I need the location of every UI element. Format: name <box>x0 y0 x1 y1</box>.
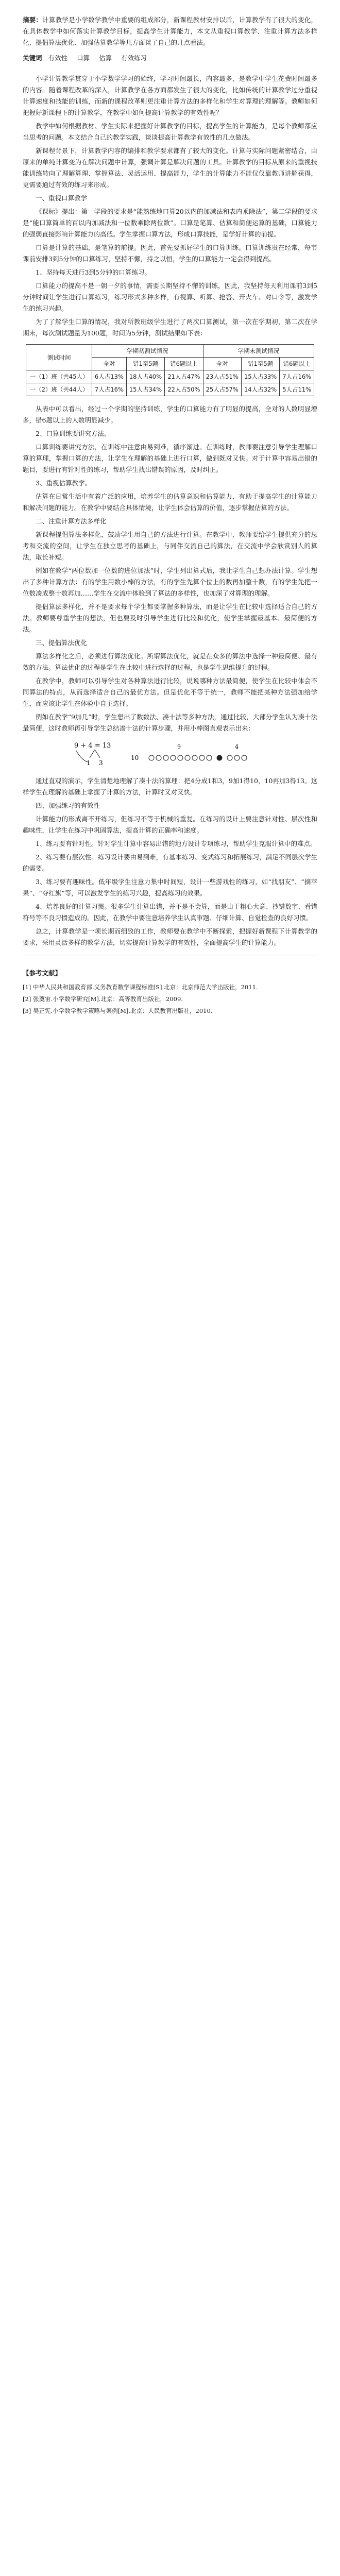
table-sub-header: 错1至5题 <box>241 358 279 370</box>
make-ten-diagram <box>23 739 317 769</box>
circle-mark <box>242 755 247 760</box>
body-paragraph: 为了了解学生口算的情况，我对所教班级学生进行了两次口算测试，第一次在学期初，第二次在学期末，每次测试题量为100题，时间为5分钟，测试结果如下表： <box>23 318 317 337</box>
abstract-text: 计算教学是小学数学教学中重要的组成部分，新课程教材安排以后，计算教学有了很大的变化，在具体教学中如何落实计算教学目标，提高学生计算能力，本文从重视口算教学、注重计算方法多样化、提倡算法优化、加强估算教学等几方面谈了自己的几点看法。 <box>23 16 317 46</box>
subsection-heading: 1、坚持每天进行3到5分钟的口算练习。 <box>36 268 151 276</box>
diagram-equation: 9 + 4 = 13 <box>74 742 111 750</box>
table-row-header: 测试时间 <box>26 345 92 370</box>
circle-mark <box>163 755 168 760</box>
keyword: 估算 <box>98 54 112 62</box>
table-cell: 7人占16% <box>280 370 314 383</box>
circle-mark <box>207 755 212 760</box>
body-paragraph: 口算能力的提高不是一朝一夕的事情，需要长期坚持不懈的训练，因此，我坚持每天利用课前3到5分钟时间让学生进行口算练习，练习形式多种多样，有视算、听算、抢答、开火车、对口令等，激发学生的练习兴趣。 <box>23 282 317 312</box>
section-heading: 一、重视口算教学 <box>36 194 88 202</box>
body-paragraph: 例如在教学“两位数加一位数的进位加法”时，学生列出算式后，我让学生自己想办法计算。学生想出了多种计算方法：有的学生用数小棒的方法，有的学生先算个位上的数再加整十数，有的学生先把一位数凑成整十数再加……学生在交流中体验到了算法的多样性，也加深了对算理的理解。 <box>23 567 317 597</box>
keyword: 有效性 <box>48 54 67 62</box>
circle-mark <box>178 755 183 760</box>
split-line <box>95 750 100 758</box>
keywords-label: 关键词 <box>23 54 42 62</box>
table-cell: 7人占16% <box>92 383 127 396</box>
body-paragraph: 1、练习要有针对性。针对学生计算中容易出错的地方设计专项练习，帮助学生克服计算中的难点。 <box>36 840 317 848</box>
keywords <box>23 53 317 64</box>
body-paragraph: 通过直观的演示，学生清楚地理解了凑十法的算理：把4分成1和3，9加1得10，10再加3得13。这样学生在理解的基础上掌握了计算的方法，计算时又对又快。 <box>23 777 317 796</box>
reference-item: [3] 吴正宪.小学数学教学策略与案例[M].北京：人民教育出版社，2010. <box>23 1007 213 1014</box>
table-cell: 一（1）班（共45人） <box>26 370 92 383</box>
abstract <box>23 14 317 48</box>
section-heading: 三、提倡算法优化 <box>36 639 88 647</box>
table-group-header: 学期末测试情况 <box>203 345 314 358</box>
make-ten-svg <box>69 739 275 769</box>
body-paragraph: 4、培养良好的计算习惯。很多学生计算出错，并不是不会算，而是由于粗心大意、抄错数字、看错符号等不良习惯造成的。因此，在教学中要注意培养学生认真审题、仔细计算、自觉检查的良好习惯。 <box>23 903 317 922</box>
circle-mark <box>217 755 222 760</box>
abstract-label: 摘要： <box>23 16 43 24</box>
table-sub-header: 错6题以上 <box>280 358 314 370</box>
body-paragraph: 口算是计算的基础，是笔算的前提。因此，首先要抓好学生的口算训练。口算训练贵在经常，每节课前安排3到5分钟的口算练习，坚持不懈，持之以恒，学生的口算能力一定会得到提高。 <box>23 244 317 263</box>
circle-mark <box>149 755 154 760</box>
table-cell: 25人占57% <box>203 383 241 396</box>
table-cell: 15人占34% <box>126 383 164 396</box>
ten-frame-circles <box>149 755 247 760</box>
body-paragraph: 3、练习要有趣味性。低年级学生注意力集中时间短，设计一些游戏性的练习，如“找朋友”、“摘苹果”、“夺红旗”等，可以激发学生的练习兴趣，提高练习的效果。 <box>23 878 317 897</box>
diagram-result: 10 <box>131 754 139 761</box>
body-paragraph: 在教学中，教师可以引导学生对各种算法进行比较，说说哪种方法最简便，使学生在比较中体会不同算法的特点，从而选择适合自己的最优方法。但是优化不等于统一，教师不能把某种方法强加给学生，而应该让学生在体验中自主选择。 <box>23 677 317 707</box>
body-paragraph: 《课标》提出：第一学段的要求是“能熟练地口算20以内的加减法和表内乘除法”，第二学段的要求是“能口算简单的百以内加减法和一位数乘除两位数”。口算是笔算、估算和简便运算的基础，口算能力的强弱直接影响计算能力的高低。学生掌握口算方法，形成口算技能，是学好计算的前提。 <box>23 208 317 238</box>
body-paragraph: 总之，计算教学是一项长期而细致的工作，教师要在教学中不断探索，把握好新课程下计算教学的要求，采用灵活多样的教学方法，切实提高计算教学的有效性，全面提高学生的计算能力。 <box>23 927 317 946</box>
table-cell: 5人占11% <box>280 383 314 396</box>
body-paragraph: 新课程提倡算法多样化，鼓励学生用自己的方法进行计算。在教学中，教师要给学生提供充分的思考和交流的空间，让学生在独立思考的基础上，与同伴交流自己的算法，在交流中学会欣赏别人的算法，取长补短。 <box>23 531 317 561</box>
body-paragraph: 口算训练要讲究方法，在训练中注意由易到难，循序渐进。在训练时，教师要注意引导学生理解口算的算理，掌握口算的方法，让学生在理解的基础上进行口算，做到既对又快。对于计算中容易出错的题目，要进行有针对性的练习，帮助学生找出错误的原因，及时纠正。 <box>23 443 317 473</box>
body-paragraph: 提倡算法多样化，并不是要求每个学生都要掌握多种算法，而是让学生在比较中选择适合自己的方法。教师要尊重学生的想法，但也要及时引导学生进行比较和优化，使学生掌握最基本、最简便的方法。 <box>23 603 317 633</box>
keyword: 有效练习 <box>121 54 147 62</box>
table-cell: 18人占40% <box>126 370 164 383</box>
section-heading: 二、注重计算方法多样化 <box>36 517 107 525</box>
body-paragraph: 例如在教学“9加几”时，学生想出了数数法、凑十法等多种方法，通过比较，大部分学生认为凑十法最简便，这时教师再引导学生总结凑十法的计算步骤，并用小棒图直观表示出来： <box>23 713 317 732</box>
table-cell: 21人占47% <box>165 370 203 383</box>
intro-paragraph: 新课程背景下，计算教学内容的编排和教学要求都有了较大的变化。计算与实际问题紧密结合，由原来的单纯计算变为在解决问题中计算，强调计算是解决问题的工具。计算教学的目标从原来的重视技能训练转向了理解算理、掌握算法、灵活运用、提高能力，学生的计算能力不能仅仅靠教师讲解获得，更需要通过有效的练习来形成。 <box>23 147 317 189</box>
diagram-right-label: 4 <box>235 743 239 750</box>
intro-paragraph: 教学中如何根据教材、学生实际来把握好计算教学的目标，提高学生的计算能力，是每个教师都应当思考的问题。本文结合自己的教学实践，谈谈提高计算教学有效性的几点做法。 <box>23 122 317 141</box>
circle-mark <box>156 755 161 760</box>
body-paragraph: 算法多样化之后，必须进行算法优化。所谓算法优化，就是在众多的算法中选择一种最简便、最有效的方法。算法优化的过程是学生在比较中进行选择的过程，也是学生思维提升的过程。 <box>23 652 317 671</box>
table-sub-header: 错6题以上 <box>165 358 203 370</box>
circle-mark <box>199 755 205 760</box>
combine-arc <box>76 751 88 762</box>
table-cell: 15人占33% <box>241 370 279 383</box>
subsection-heading: 3、重视估算教学。 <box>36 479 91 487</box>
table-cell: 6人占13% <box>92 370 127 383</box>
table-group-header: 学期初测试情况 <box>92 345 203 358</box>
circle-mark <box>171 755 176 760</box>
circle-mark <box>192 755 197 760</box>
section-heading: 四、加强练习的有效性 <box>36 802 100 809</box>
table-cell: 14人占32% <box>241 383 279 396</box>
circle-mark <box>185 755 190 760</box>
table-row <box>26 370 314 383</box>
diagram-left-label: 9 <box>177 743 181 750</box>
table-sub-header: 全对 <box>92 358 127 370</box>
keyword: 口算 <box>76 54 90 62</box>
body-paragraph: 从表中可以看出，经过一个学期的坚持训练，学生的口算能力有了明显的提高，全对的人数明显增多，错6题以上的人数明显减少。 <box>23 405 317 424</box>
split-part: 1 <box>87 759 91 767</box>
split-line <box>90 750 95 758</box>
table-sub-header: 错1至5题 <box>126 358 164 370</box>
body-paragraph: 估算在日常生活中有着广泛的应用，培养学生的估算意识和估算能力，有助于提高学生的计算能力和解决问题的能力。在教学中要结合具体情境，让学生体会估算的价值，逐步掌握估算的方法。 <box>23 493 317 512</box>
oral-test-table <box>26 344 314 396</box>
reference-item: [1] 中华人民共和国教育部.义务教育数学课程标准[S].北京：北京师范大学出版社，2011. <box>23 984 258 991</box>
subsection-heading: 2、口算训练要讲究方法。 <box>36 430 111 437</box>
table-cell: 23人占51% <box>203 370 241 383</box>
table-cell: 22人占50% <box>165 383 203 396</box>
table-sub-header: 全对 <box>203 358 241 370</box>
table-cell: 一（2）班（共44人） <box>26 383 92 396</box>
references-title: 【参考文献】 <box>23 969 62 977</box>
body-paragraph: 2、练习要有层次性。练习设计要由易到难，有基本练习、变式练习和拓展练习，满足不同层次学生的需要。 <box>23 853 317 872</box>
circle-mark <box>234 755 240 760</box>
table-row <box>26 383 314 396</box>
reference-item: [2] 张奠宙.小学数学研究[M].北京：高等教育出版社，2009. <box>23 995 183 1003</box>
circle-mark <box>227 755 232 760</box>
intro-paragraph: 小学计算教学贯穿于小学数学学习的始终，学习时间最长，内容最多，是教学中学生花费时间最多的内容。随着课程改革的深入，计算教学在各方面都发生了很大的变化，比如传统的计算教学过分重视计算速度和技能的训练，而新的课程改革则更注重计算方法的多样化和学生对算理的理解等。教师如何把握好新课程下的计算教学，在教学中如何提高计算教学的有效性呢？ <box>23 75 317 116</box>
body-paragraph: 计算能力的形成离不开练习，但练习不等于机械的重复。在练习的设计上要注意针对性、层次性和趣味性，让学生在练习中巩固算法，提高计算的正确率和速度。 <box>23 815 317 834</box>
split-part: 3 <box>99 759 103 767</box>
